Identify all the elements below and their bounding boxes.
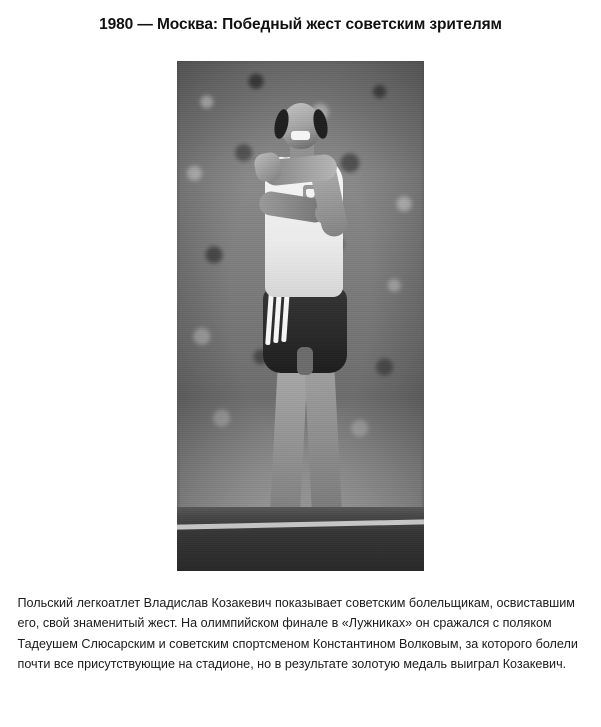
article-photo (177, 61, 424, 571)
athlete-shorts-gap (297, 347, 313, 375)
photo-track-surface (177, 507, 424, 571)
photo-athlete-figure (177, 61, 424, 571)
page-title: 1980 — Москва: Победный жест советским зрителям (99, 16, 502, 33)
athlete-mouth (291, 131, 310, 140)
photo-caption: Польский легкоатлет Владислав Козакевич показывает советским болельщикам, освиставшим его, свой знаменитый жест. На олимпийском финале в «Лужниках» он сражался с поляком Тадеушем Слюсарским и советским спортсменом Константином Волковым, за которого болели почти все присутствующие на стадионе, но в результате золотую медаль выиграл Козакевич. (17, 595, 578, 672)
